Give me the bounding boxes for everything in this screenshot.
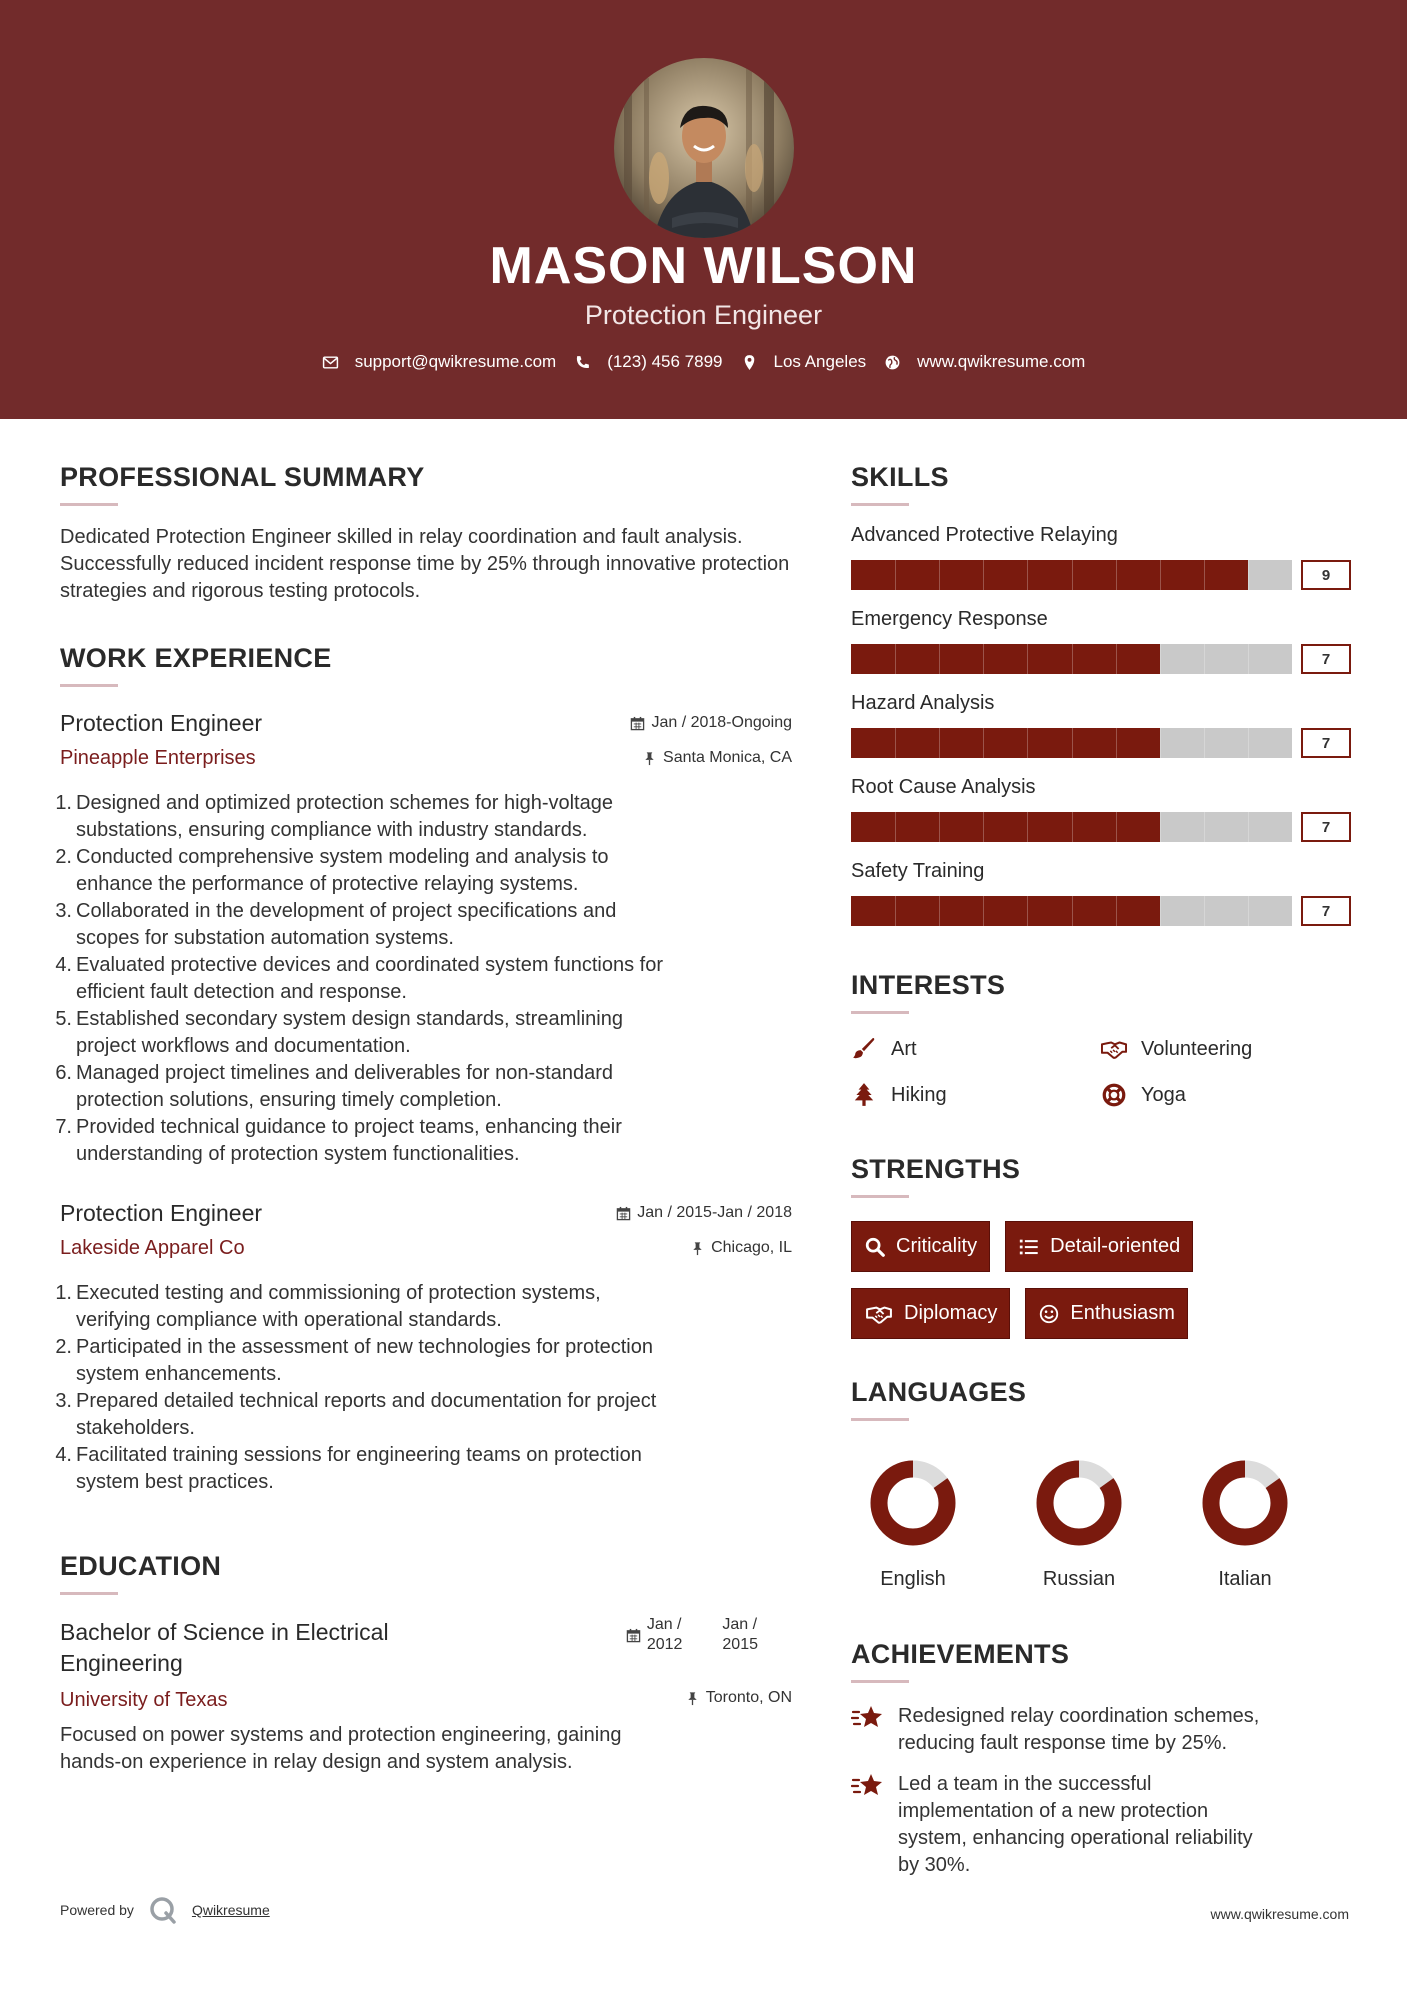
skill-row (851, 776, 1351, 842)
skills-heading: SKILLS (851, 462, 949, 492)
languages-list (851, 1455, 1351, 1591)
summary-text: Dedicated Protection Engineer skilled in relay coordination and fault analysis. Successfully reduced incident response time by 25% through innovative protection strategies and rigorous testing protocols. (60, 526, 790, 602)
skill-bar-divider (1204, 644, 1205, 674)
list-item: 3. Collaborated in the development of project specifications and scopes for substation automation systems. (55, 900, 617, 949)
skill-bar-divider (1204, 728, 1205, 758)
job-location (642, 749, 792, 767)
skill-bar-fill (851, 728, 1160, 758)
skill-bar-fill (851, 644, 1160, 674)
paintbrush-icon (851, 1036, 877, 1062)
calendar-icon (616, 1206, 631, 1221)
handshake-icon (864, 1303, 894, 1325)
pushpin-icon (642, 751, 657, 766)
language-label: English (880, 1568, 946, 1590)
education-location-text: Toronto, ON (705, 1689, 792, 1706)
list-item: 2. Participated in the assessment of new technologies for protection system enhancements. (55, 1336, 653, 1385)
language-label: Italian (1218, 1568, 1272, 1590)
search-icon (864, 1236, 886, 1258)
smile-icon (1038, 1303, 1060, 1325)
achievements-list (851, 1703, 1351, 1879)
skill-bar-divider (1116, 812, 1117, 842)
experience-section (55, 643, 792, 1496)
heading-underline (851, 503, 909, 506)
skill-bar-divider (1248, 896, 1249, 926)
achievement-item (851, 1703, 1351, 1757)
job-dates-text: Jan / 2018-Ongoing (651, 714, 792, 731)
list-item: 6. Managed project timelines and deliverables for non-standard protection solutions, ensuring timely completion. (55, 1062, 613, 1111)
skill-bar-divider (895, 560, 896, 590)
language-item (1197, 1455, 1293, 1591)
achievements-section (851, 1639, 1351, 1879)
languages-heading: LANGUAGES (851, 1377, 1027, 1407)
skill-bar-row (851, 644, 1351, 674)
skill-bar-divider (1160, 812, 1161, 842)
envelope-icon (322, 354, 339, 371)
contact-phone[interactable] (574, 352, 722, 372)
education-dates (626, 1615, 792, 1655)
skill-bar-fill (851, 560, 1248, 590)
calendar-icon (630, 716, 645, 731)
right-column (851, 462, 1351, 1893)
handshake-icon (1101, 1036, 1127, 1062)
job-dates-text: Jan / 2015-Jan / 2018 (637, 1204, 792, 1221)
globe-icon (884, 354, 901, 371)
strength-label: Criticality (896, 1235, 978, 1257)
skill-bar-divider (983, 728, 984, 758)
skill-bar-divider (1160, 560, 1161, 590)
contact-location-text: Los Angeles (773, 352, 867, 371)
interests-section (851, 970, 1351, 1108)
education-location (685, 1689, 792, 1707)
contact-email[interactable] (322, 352, 557, 372)
contact-phone-text: (123) 456 7899 (607, 352, 723, 371)
qwikresume-link[interactable]: Qwikresume (191, 1902, 270, 1918)
skill-bar-row (851, 560, 1351, 590)
list-icon (1018, 1236, 1040, 1258)
skill-bar-divider (1160, 896, 1161, 926)
skill-bar-divider (895, 812, 896, 842)
skill-bar-divider (1204, 560, 1205, 590)
skill-bar (851, 560, 1292, 590)
job-duties (55, 790, 792, 1168)
job-duties (55, 1280, 792, 1496)
language-label: Russian (1042, 1568, 1116, 1590)
profile-photo (614, 58, 794, 238)
calendar-icon (626, 1628, 641, 1643)
list-item: 3. Prepared detailed technical reports and documentation for project stakeholders. (55, 1390, 657, 1439)
resume-header (0, 0, 1407, 419)
skill-score: 7 (1301, 728, 1351, 758)
heading-underline (60, 503, 118, 506)
skill-bar-fill (851, 896, 1160, 926)
summary-heading: PROFESSIONAL SUMMARY (60, 462, 425, 492)
contact-location (741, 352, 867, 372)
interest-item (851, 1036, 1101, 1062)
skill-bar-divider (1072, 812, 1073, 842)
map-pin-icon (741, 354, 758, 371)
heading-underline (60, 1592, 118, 1595)
language-donut (1197, 1455, 1293, 1551)
strength-label: Diplomacy (904, 1302, 998, 1324)
strengths-tags (851, 1221, 1351, 1339)
skill-row (851, 692, 1351, 758)
skill-bar-divider (1027, 560, 1028, 590)
skill-bar-divider (1072, 728, 1073, 758)
strengths-section (851, 1154, 1351, 1339)
skill-bar-divider (1072, 896, 1073, 926)
strength-tag (851, 1221, 990, 1272)
language-item (1031, 1455, 1127, 1591)
skill-bar-divider (939, 896, 940, 926)
language-donut (865, 1455, 961, 1551)
education-heading: EDUCATION (60, 1551, 222, 1581)
skill-bar (851, 728, 1292, 758)
skill-bar-divider (939, 728, 940, 758)
skill-bar-divider (1160, 728, 1161, 758)
languages-section (851, 1377, 1351, 1591)
job-location (690, 1239, 792, 1257)
heading-underline (60, 684, 118, 687)
skill-bar-divider (1027, 644, 1028, 674)
strength-label: Detail-oriented (1050, 1235, 1181, 1257)
list-item: 5. Established secondary system design standards, streamlining project workflows and documentation. (55, 1008, 623, 1057)
interests-heading: INTERESTS (851, 970, 1006, 1000)
skill-bar (851, 896, 1292, 926)
footer-website[interactable]: www.qwikresume.com (1210, 1906, 1349, 1922)
job-entry (55, 710, 792, 1168)
skill-bar-divider (939, 560, 940, 590)
skill-bar-divider (1072, 560, 1073, 590)
strength-label: Enthusiasm (1070, 1302, 1175, 1324)
skill-bar-divider (1116, 560, 1117, 590)
qwikresume-logo-icon (148, 1895, 178, 1925)
pushpin-icon (690, 1241, 705, 1256)
contact-bar (0, 352, 1407, 372)
powered-by-text: Powered by (60, 1902, 134, 1918)
skill-row (851, 608, 1351, 674)
language-item (865, 1455, 961, 1591)
job-company: Lakeside Apparel Co (60, 1237, 245, 1259)
skill-bar-divider (1027, 812, 1028, 842)
list-item: 2. Conducted comprehensive system modeling and analysis to enhance the performance of protective relaying systems. (55, 846, 609, 895)
school-name: University of Texas (60, 1689, 228, 1711)
job-entry (55, 1200, 792, 1496)
achievements-heading: ACHIEVEMENTS (851, 1639, 1070, 1669)
pushpin-icon (685, 1691, 700, 1706)
skill-bar (851, 812, 1292, 842)
skills-list (851, 524, 1351, 926)
phone-icon (574, 354, 591, 371)
summary-section (60, 462, 792, 605)
job-dates (616, 1204, 792, 1222)
degree-name: Bachelor of Science in Electrical Engineering (60, 1619, 389, 1676)
skill-bar-divider (1116, 896, 1117, 926)
skill-bar-divider (939, 644, 940, 674)
heading-underline (851, 1418, 909, 1421)
candidate-title: Protection Engineer (584, 300, 823, 330)
skill-bar-divider (895, 728, 896, 758)
skill-label: Emergency Response (851, 608, 1048, 630)
skill-bar-divider (1248, 812, 1249, 842)
skill-bar-divider (1204, 812, 1205, 842)
skill-score: 7 (1301, 812, 1351, 842)
star-award-icon (851, 1769, 885, 1803)
education-start: Jan / 2012 (646, 1616, 683, 1653)
list-item: 1. Executed testing and commissioning of protection systems, verifying compliance with operational standards. (55, 1282, 601, 1331)
skill-score: 7 (1301, 644, 1351, 674)
job-location-text: Chicago, IL (711, 1239, 792, 1256)
heading-underline (851, 1195, 909, 1198)
interest-item (851, 1082, 1101, 1108)
skill-bar-divider (1072, 644, 1073, 674)
strengths-heading: STRENGTHS (851, 1154, 1021, 1184)
job-location-text: Santa Monica, CA (663, 749, 792, 766)
interest-label: Yoga (1141, 1083, 1186, 1106)
education-end: Jan / 2015 (722, 1616, 758, 1653)
skill-bar-divider (1248, 560, 1249, 590)
skill-bar-divider (1160, 644, 1161, 674)
skill-label: Advanced Protective Relaying (851, 524, 1118, 546)
interest-item (1101, 1082, 1351, 1108)
skill-bar-row (851, 728, 1351, 758)
skill-bar-divider (1027, 896, 1028, 926)
skill-bar-row (851, 812, 1351, 842)
interest-item (1101, 1036, 1351, 1062)
lifebuoy-icon (1101, 1082, 1127, 1108)
skill-label: Root Cause Analysis (851, 776, 1036, 798)
list-item: 4. Evaluated protective devices and coordinated system functions for efficient fault detection and response. (55, 954, 663, 1003)
interest-label: Art (891, 1037, 917, 1060)
interest-label: Volunteering (1141, 1037, 1253, 1060)
skill-bar-divider (1248, 728, 1249, 758)
skill-score: 7 (1301, 896, 1351, 926)
skill-bar-divider (1116, 728, 1117, 758)
skill-score: 9 (1301, 560, 1351, 590)
skill-bar-divider (1204, 896, 1205, 926)
interests-grid (851, 1036, 1351, 1108)
skill-bar-divider (939, 812, 940, 842)
skill-bar-fill (851, 812, 1160, 842)
skill-bar-divider (1248, 644, 1249, 674)
skill-label: Hazard Analysis (851, 692, 995, 714)
education-description: Focused on power systems and protection engineering, gaining hands-on experience in relay design and system analysis. (60, 1724, 622, 1773)
skill-bar-divider (895, 896, 896, 926)
job-role: Protection Engineer (60, 710, 263, 736)
job-dates (630, 714, 792, 732)
strength-tag (1005, 1221, 1193, 1272)
star-award-icon (851, 1701, 885, 1735)
skill-bar-divider (983, 644, 984, 674)
skill-bar-divider (983, 812, 984, 842)
skill-bar-divider (983, 560, 984, 590)
heading-underline (851, 1011, 909, 1014)
skill-row (851, 860, 1351, 926)
skill-label: Safety Training (851, 860, 985, 882)
skill-bar-row (851, 896, 1351, 926)
heading-underline (851, 1680, 909, 1683)
achievement-item (851, 1771, 1351, 1879)
candidate-name: MASON WILSON (489, 237, 918, 295)
list-item: 7. Provided technical guidance to project teams, enhancing their understanding of protection system functionalities. (55, 1116, 622, 1165)
skill-bar-divider (1027, 728, 1028, 758)
experience-heading: WORK EXPERIENCE (60, 643, 332, 673)
job-role: Protection Engineer (60, 1200, 263, 1226)
education-section (60, 1551, 792, 1776)
skill-bar-divider (983, 896, 984, 926)
language-donut (1031, 1455, 1127, 1551)
contact-email-text: support@qwikresume.com (354, 352, 557, 371)
contact-website[interactable] (884, 352, 1085, 372)
achievement-text: Redesigned relay coordination schemes, reducing fault response time by 25%. (898, 1705, 1260, 1754)
strength-tag (851, 1288, 1010, 1339)
list-item: 1. Designed and optimized protection schemes for high-voltage substations, ensuring compliance with industry standards. (55, 792, 613, 841)
strength-tag (1025, 1288, 1188, 1339)
job-company: Pineapple Enterprises (60, 747, 256, 769)
education-entry (60, 1617, 792, 1776)
footer-powered-by (60, 1895, 270, 1925)
skill-bar-divider (1116, 644, 1117, 674)
skill-bar (851, 644, 1292, 674)
tree-icon (851, 1082, 877, 1108)
skills-section (851, 462, 1351, 926)
interest-label: Hiking (891, 1083, 947, 1106)
list-item: 4. Facilitated training sessions for engineering teams on protection system best practices. (55, 1444, 642, 1493)
achievement-text: Led a team in the successful implementation of a new protection system, enhancing operational reliability by 30%. (898, 1773, 1253, 1876)
skill-bar-divider (895, 644, 896, 674)
skill-row (851, 524, 1351, 590)
contact-website-text: www.qwikresume.com (917, 352, 1086, 371)
left-column (55, 462, 792, 1776)
